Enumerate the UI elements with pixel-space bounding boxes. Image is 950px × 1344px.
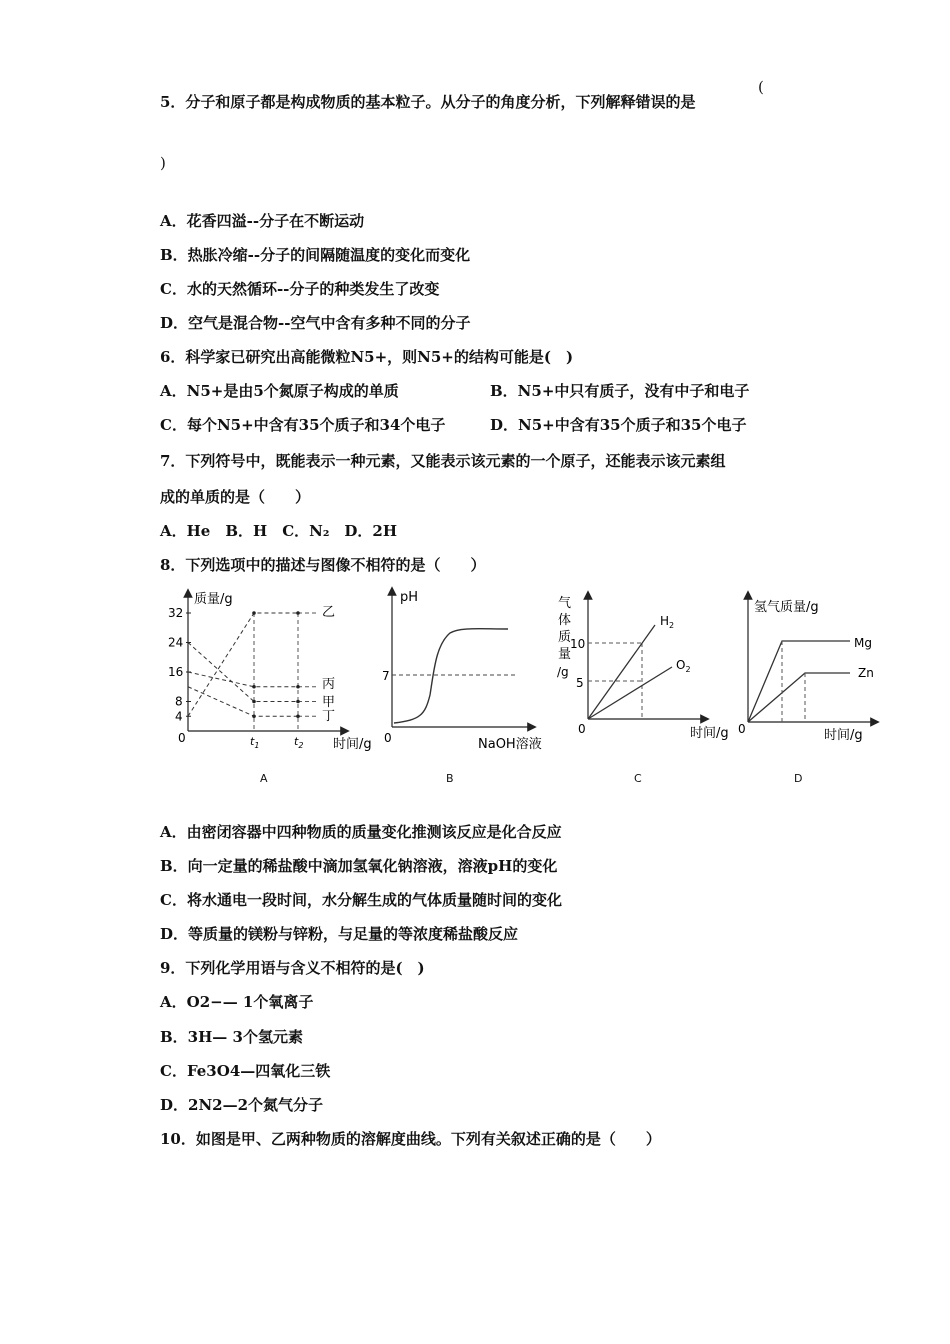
chart-a-origin: 0 [178, 731, 186, 745]
q8-option-a: A．由密闭容器中四种物质的质量变化推测该反应是化合反应 [160, 823, 562, 841]
q6-option-a: A．N5+是由5个氮原子构成的单质 [160, 382, 399, 400]
caption-c: C [634, 772, 642, 785]
chart-a-series-line [188, 672, 298, 687]
q9-stem: 9．下列化学用语与含义不相符的是( ) [160, 959, 425, 977]
q9-option-b: B．3H— 3个氢元素 [160, 1028, 303, 1046]
chart-a-point [296, 611, 300, 615]
chart-a-ytick: 32 [168, 606, 184, 620]
q5-stem: 5．分子和原子都是构成物质的基本粒子。从分子的角度分析，下列解释错误的是 [160, 93, 696, 111]
q8-option-b: B．向一定量的稀盐酸中滴加氢氧化钠溶液，溶液pH的变化 [160, 857, 558, 875]
q6-option-b: B．N5+中只有质子，没有中子和电子 [490, 382, 750, 400]
chart-b-origin: 0 [384, 731, 392, 745]
chart-a-point [296, 714, 300, 718]
chart-d [738, 595, 875, 743]
chart-c-xlabel: 时间/g [690, 726, 729, 741]
chart-a-series-label: 丁 [322, 709, 336, 724]
chart-a-series-line [188, 643, 298, 702]
chart-a-ytick: 8 [175, 694, 183, 709]
chart-c-h2-label: $H_2$ [660, 614, 675, 630]
q6-option-c: C．每个N5+中含有35个质子和34个电子 [160, 416, 446, 434]
chart-a-ytick: 4 [175, 709, 183, 724]
chart-a-point [252, 611, 256, 615]
chart-a-series-label: 丙 [322, 677, 336, 692]
chart-a-xlabel: 时间/g [333, 737, 372, 752]
chart-a-point [252, 700, 256, 704]
q5-option-a: A．花香四溢--分子在不断运动 [160, 212, 365, 230]
q6-stem: 6．科学家已研究出高能微粒N5+，则N5+的结构可能是( ) [160, 348, 574, 366]
q8-charts [0, 585, 950, 795]
caption-d: D [794, 772, 803, 785]
caption-b: B [446, 772, 454, 785]
chart-c-h2-line [588, 625, 655, 719]
q8-stem: 8．下列选项中的描述与图像不相符的是（ ） [160, 556, 486, 574]
chart-c-ytick-10: 10 [570, 637, 586, 651]
q6-option-d: D．N5+中含有35个质子和35个电子 [490, 416, 747, 434]
chart-b [382, 590, 542, 752]
chart-a-series-labels [322, 605, 335, 724]
chart-a-point [296, 700, 300, 704]
q9-option-c: C．Fe3O4—四氧化三铁 [160, 1062, 331, 1080]
chart-a-ylabel: 质量/g [194, 592, 233, 607]
chart-c [557, 595, 729, 741]
chart-a-xtick-t1: $t_1$ [250, 735, 260, 750]
chart-a [168, 592, 372, 752]
chart-d-mg-line [748, 641, 850, 722]
chart-b-xlabel: NaOH溶液 [478, 737, 542, 752]
chart-a-point [252, 685, 256, 689]
chart-a-ytick: 24 [168, 635, 184, 650]
q8-option-c: C．将水通电一段时间，水分解生成的气体质量随时间的变化 [160, 891, 562, 909]
chart-d-zn-label: Zn [858, 666, 874, 680]
chart-a-series-label: 甲 [322, 695, 336, 710]
chart-d-zn-line [748, 673, 850, 722]
chart-c-origin: 0 [578, 722, 586, 736]
q10-stem: 10．如图是甲、乙两种物质的溶解度曲线。下列有关叙述正确的是（ ） [160, 1130, 661, 1148]
chart-a-point [296, 685, 300, 689]
chart-a-point [252, 714, 256, 718]
chart-b-ytick-7: 7 [382, 669, 390, 683]
chart-b-ylabel: pH [400, 590, 419, 605]
caption-a: A [260, 772, 268, 785]
q5-option-c: C．水的天然循环--分子的种类发生了改变 [160, 280, 440, 298]
q5-close-paren: ) [160, 154, 166, 172]
q8-option-d: D．等质量的镁粉与锌粉，与足量的等浓度稀盐酸反应 [160, 925, 519, 943]
chart-a-xtick-t2: $t_2$ [294, 735, 304, 750]
chart-a-series-label: 乙 [322, 605, 336, 620]
chart-d-mg-label: Mg [854, 636, 872, 650]
q7-stem-line1: 7．下列符号中，既能表示一种元素，又能表示该元素的一个原子，还能表示该元素组 [160, 452, 726, 470]
chart-a-ytick: 16 [168, 665, 184, 679]
q9-option-d: D．2N2—2个氮气分子 [160, 1096, 324, 1114]
q5-open-paren: ( [758, 78, 764, 96]
chart-d-xlabel: 时间/g [824, 728, 863, 743]
chart-c-ytick-5: 5 [576, 676, 584, 690]
chart-c-ylabel: 气体质量/g [557, 596, 572, 679]
chart-a-series-line [188, 613, 298, 716]
q5-option-b: B．热胀冷缩--分子的间隔随温度的变化而变化 [160, 246, 471, 264]
chart-c-o2-line [588, 667, 672, 719]
q5-option-d: D．空气是混合物--空气中含有多种不同的分子 [160, 314, 471, 332]
chart-d-origin: 0 [738, 722, 746, 736]
q9-option-a: A．O2−— 1个氧离子 [160, 993, 314, 1011]
chart-c-o2-label: $O_2$ [676, 658, 691, 674]
q7-options: A．He B．H C．N₂ D．2H [160, 522, 398, 540]
chart-d-ylabel: 氢气质量/g [754, 600, 819, 615]
q7-stem-line2: 成的单质的是（ ） [160, 488, 311, 506]
chart-b-ph-curve [394, 629, 508, 723]
chart-a-lines [188, 611, 318, 731]
